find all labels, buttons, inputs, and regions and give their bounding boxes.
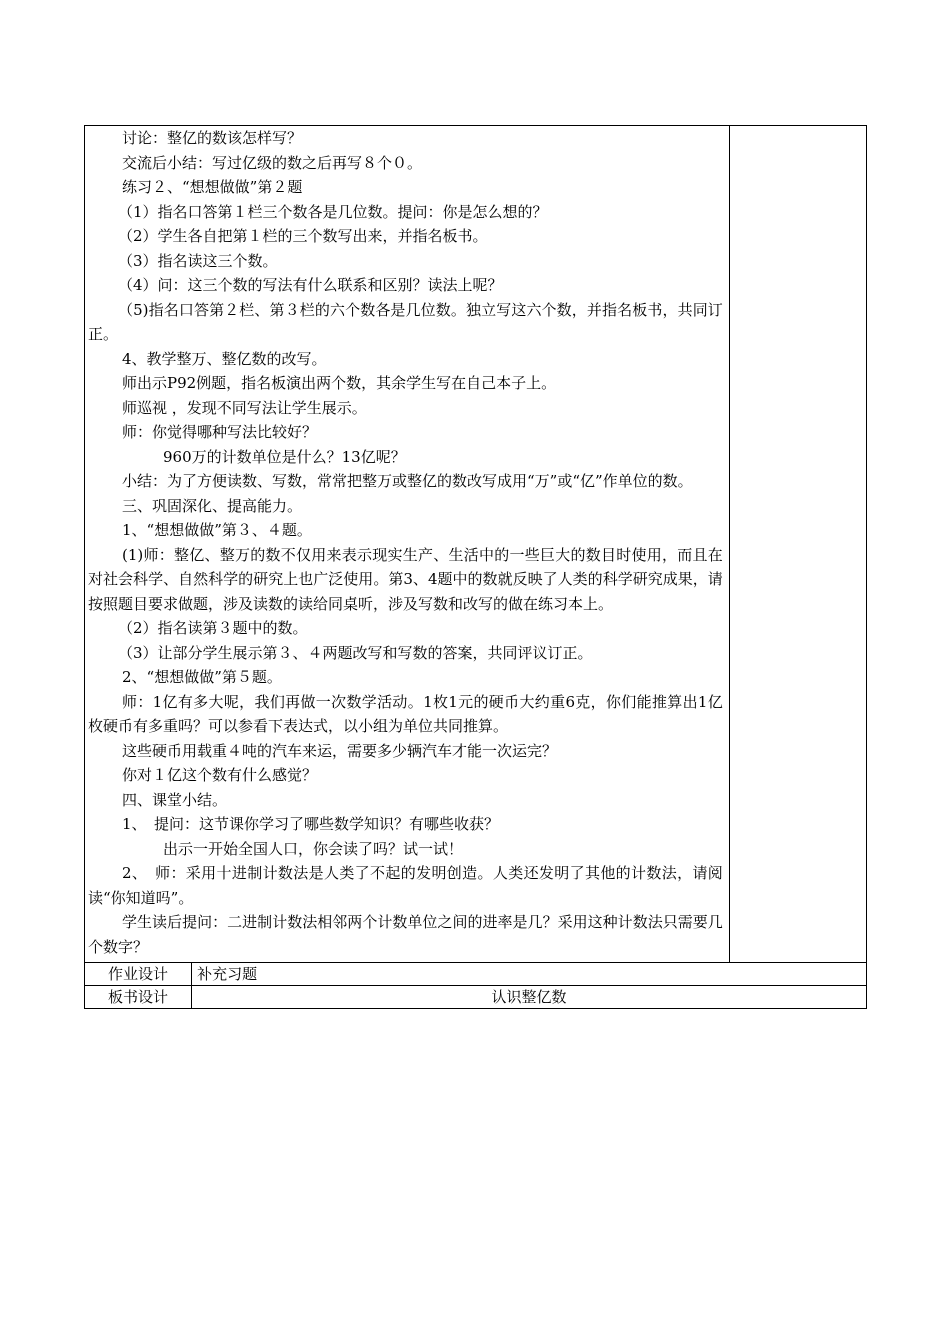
content-line: （2）指名读第３题中的数。 — [118, 619, 308, 637]
content-line: （3）让部分学生展示第３、４两题改写和写数的答案，共同评议订正。 — [118, 643, 593, 662]
content-line: 960万的计数单位是什么？13亿呢？ — [163, 447, 406, 466]
homework-label: 作业设计 — [85, 963, 192, 986]
content-line: 学生读后提问：二进制计数法相邻两个计数单位之间的进率是几？采用这种计数法只需要几个数字？ — [88, 913, 723, 956]
homework-row — [85, 963, 867, 986]
board-design-label: 板书设计 — [85, 986, 192, 1009]
content-line: 师巡视 ，发现不同写法让学生展示。 — [122, 398, 367, 417]
content-line: 出示一开始全国人口，你会读了吗？试一试！ — [163, 839, 464, 858]
content-line: 师：你觉得哪种写法比较好？ — [122, 423, 318, 441]
content-line: （2）学生各自把第１栏的三个数写出来，并指名板书。 — [118, 227, 488, 245]
content-line: 2、 师：采用十进制计数法是人类了不起的发明创造。人类还发明了其他的计数法，请阅读“你知道吗”。 — [88, 864, 723, 907]
content-line: 你对１亿这个数有什么感觉？ — [122, 766, 318, 784]
content-line: 讨论：整亿的数该怎样写？ — [122, 129, 303, 147]
content-line: 2、“想想做做”第５题。 — [122, 668, 282, 686]
content-line: 1、“想想做做”第３、４题。 — [122, 521, 312, 539]
content-line: （4）问：这三个数的写法有什么联系和区别？读法上呢？ — [118, 276, 503, 294]
content-line: 四、课堂小结。 — [122, 790, 228, 809]
content-line: 交流后小结：写过亿级的数之后再写８个０。 — [122, 153, 423, 172]
board-design-value: 认识整亿数 — [192, 986, 867, 1009]
lesson-plan-table — [84, 125, 867, 1009]
content-line: （1）指名口答第１栏三个数各是几位数。提问：你是怎么想的？ — [118, 202, 548, 221]
content-line: 1、 提问：这节课你学习了哪些数学知识？有哪些收获？ — [122, 815, 500, 833]
notes-column-cell — [729, 126, 866, 963]
homework-value: 补充习题 — [192, 963, 867, 986]
board-design-row — [85, 986, 867, 1009]
content-line: 练习２、“想想做做”第２题 — [122, 178, 303, 196]
content-line: (1)师：整亿、整万的数不仅用来表示现实生产、生活中的一些巨大的数目时使用，而且在对社会科学、自然科学的研究上也广泛使用。第3、4题中的数就反映了人类的科学研究成果，请按照题目要求做题，涉及读数的读给同桌听，涉及写数和改写的做在练习本上。 — [88, 545, 723, 613]
content-line: 师出示P92例题，指名板演出两个数，其余学生写在自己本子上。 — [122, 374, 557, 392]
teaching-process-cell — [85, 126, 730, 963]
content-line: 4、教学整万、整亿数的改写。 — [122, 349, 327, 368]
content-line: 三、巩固深化、提高能力。 — [122, 496, 303, 515]
main-content-row — [85, 126, 867, 963]
content-line: 这些硬币用载重４吨的汽车来运，需要多少辆汽车才能一次运完？ — [122, 741, 558, 760]
content-line: 小结：为了方便读数、写数，常常把整万或整亿的数改写成用“万”或“亿”作单位的数。 — [122, 472, 693, 490]
content-line: （3）指名读这三个数。 — [118, 251, 278, 270]
content-line: 师：1亿有多大呢，我们再做一次数学活动。1枚1元的硬币大约重6克，你们能推算出1亿枚硬币有多重吗？可以参看下表达式，以小组为单位共同推算。 — [88, 692, 723, 735]
content-line: （5)指名口答第２栏、第３栏的六个数各是几位数。独立写这六个数，并指名板书，共同订正。 — [88, 300, 723, 343]
